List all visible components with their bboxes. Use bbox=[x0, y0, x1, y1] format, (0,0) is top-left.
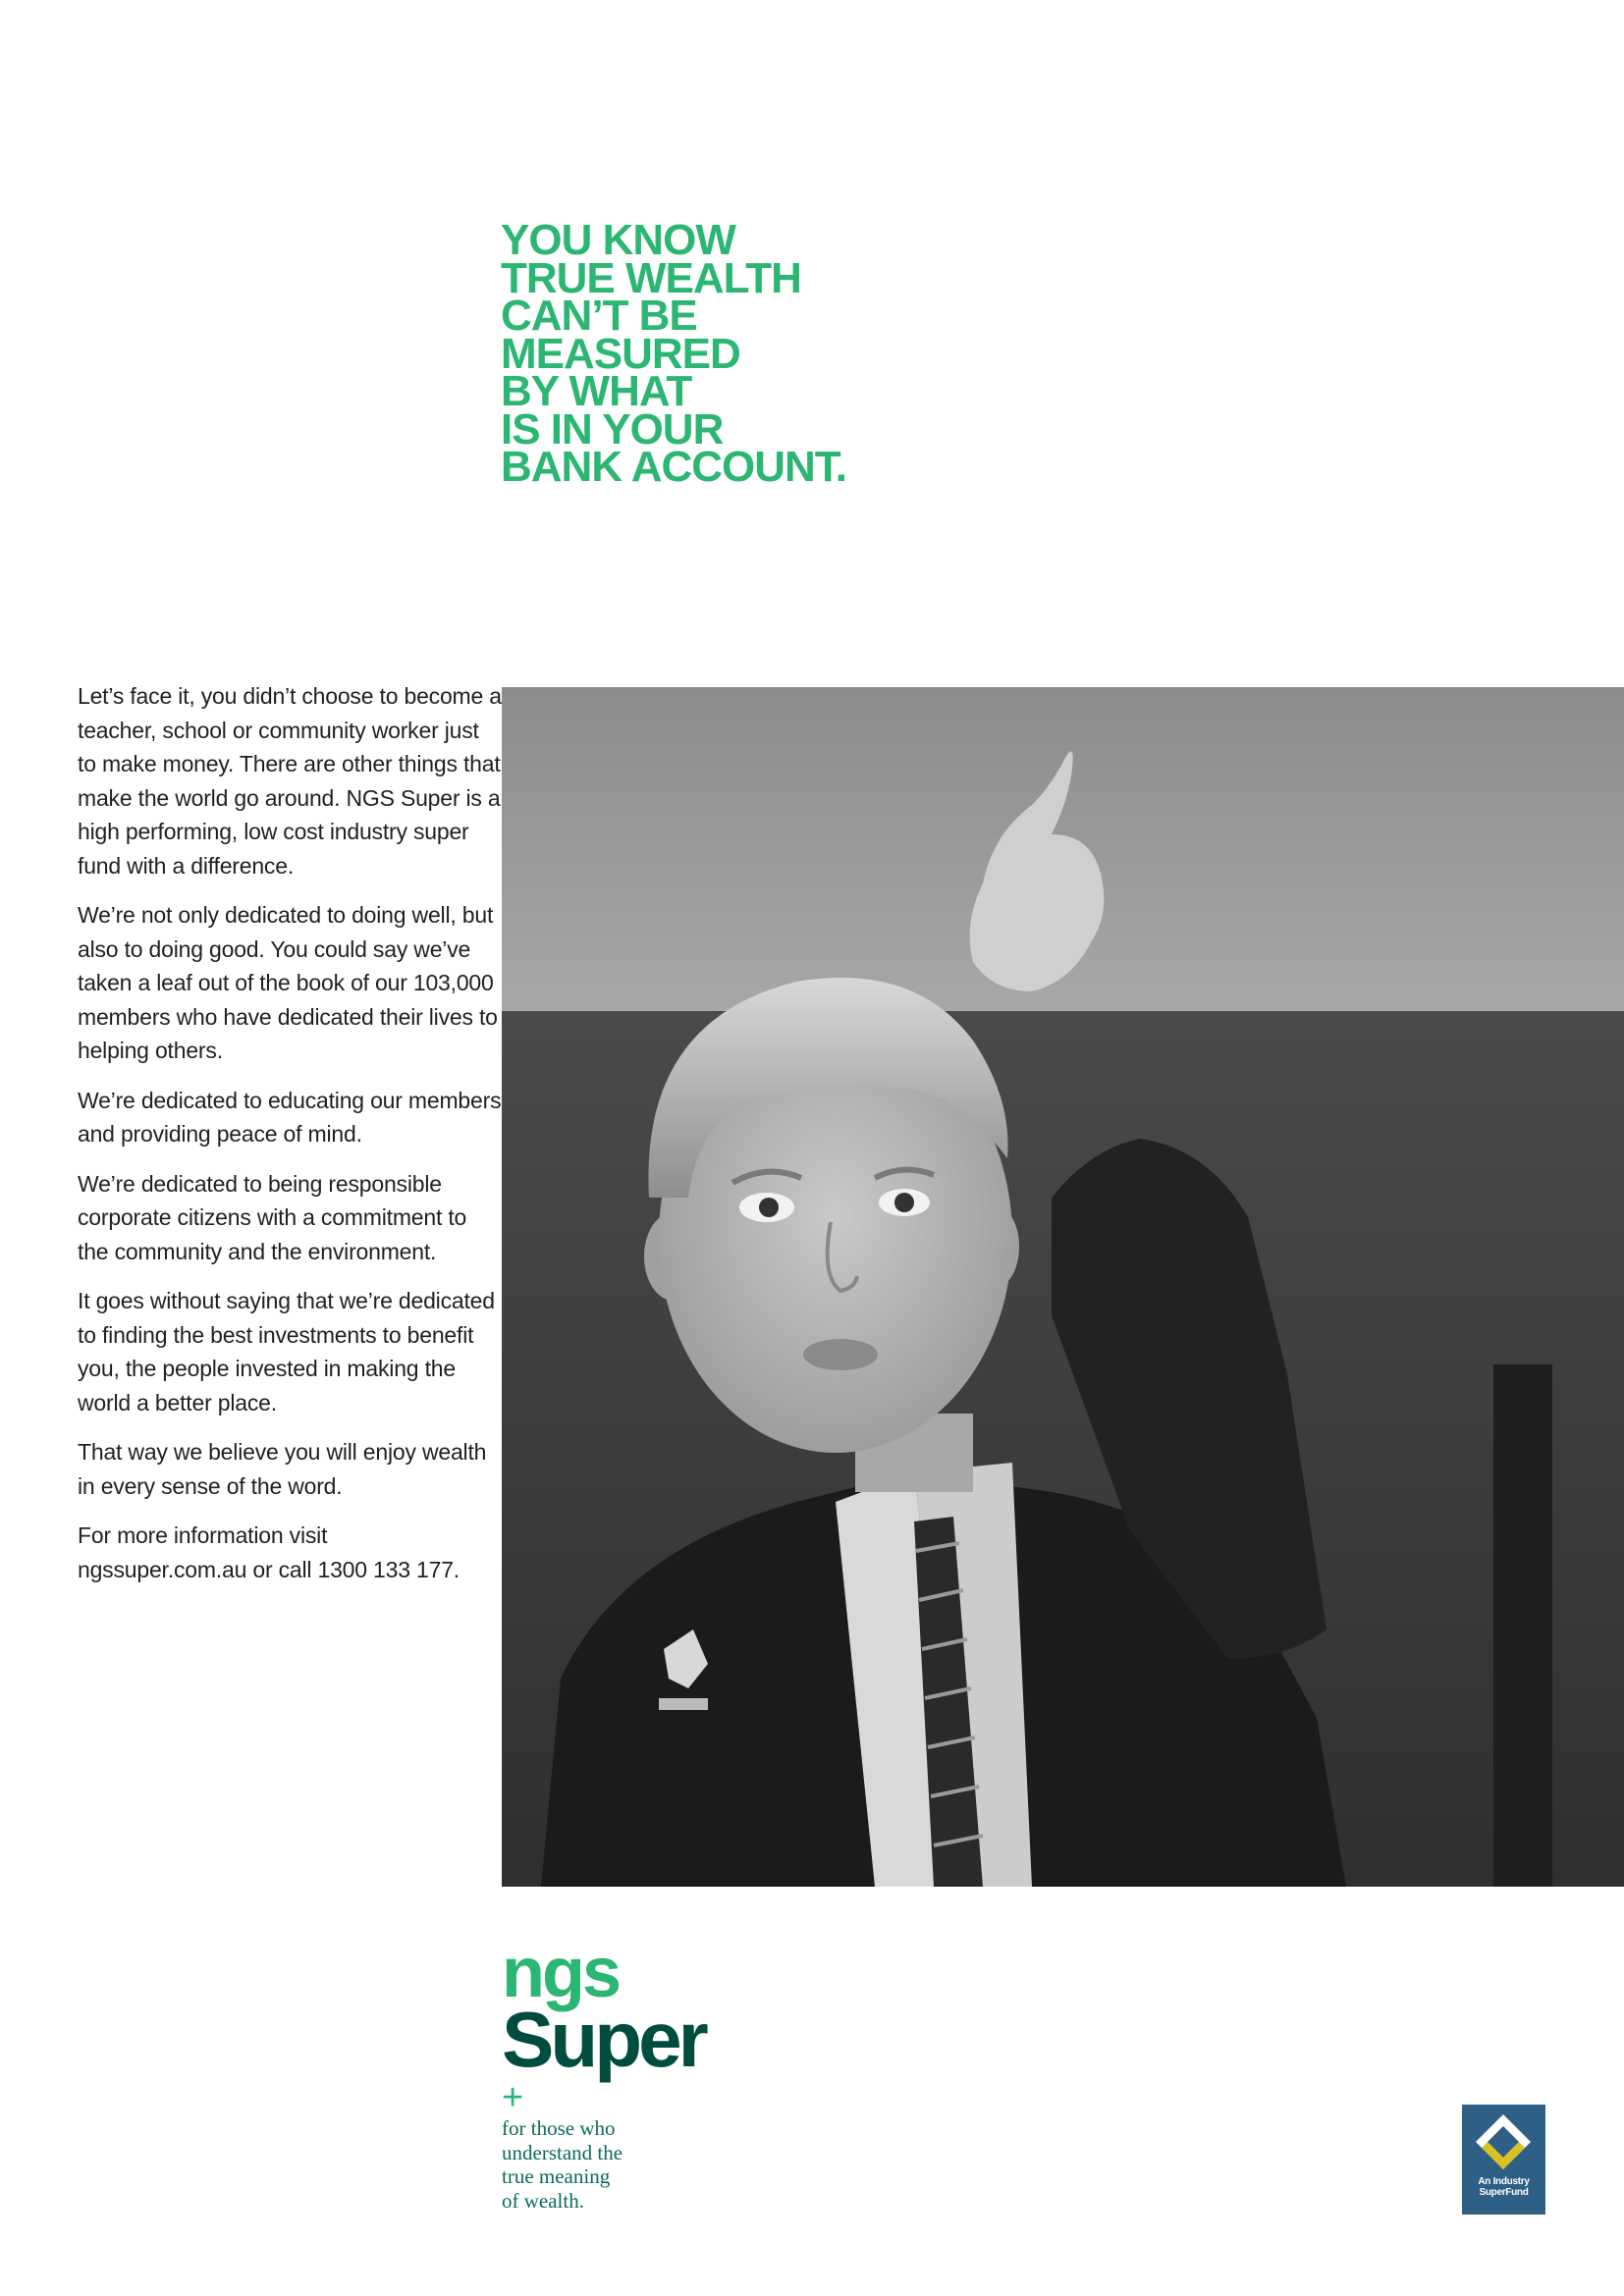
industry-super-fund-icon bbox=[1462, 2105, 1545, 2175]
ngs-super-logo bbox=[502, 1934, 757, 2213]
headline-line: IS IN YOUR bbox=[501, 404, 724, 454]
industry-super-fund-badge bbox=[1462, 2105, 1545, 2215]
tagline-line: true meaning bbox=[502, 2164, 611, 2188]
body-paragraph: Let’s face it, you didn’t choose to become a teacher, school or community worker just to make money. There are other things that make the world go around. NGS Super is a high performing, low cost industry super fund with a difference. bbox=[78, 683, 502, 879]
tagline-line: for those who bbox=[502, 2116, 616, 2140]
logo-super: Super bbox=[502, 1996, 705, 2083]
headline-line: BY WHAT bbox=[501, 367, 692, 415]
headline bbox=[501, 216, 1090, 491]
body-paragraph: We’re dedicated to being responsible corporate citizens with a commitment to the community and the environment. bbox=[78, 1170, 467, 1264]
tagline-line: understand the bbox=[502, 2140, 623, 2164]
body-paragraph: That way we believe you will enjoy wealth in every sense of the word. bbox=[78, 1439, 487, 1499]
body-paragraph: We’re dedicated to educating our members and providing peace of mind. bbox=[78, 1087, 502, 1147]
badge-text bbox=[1462, 2176, 1545, 2198]
photo-boy-raising-hand bbox=[502, 687, 1624, 1887]
headline-line: BANK ACCOUNT. bbox=[501, 443, 847, 491]
logo-ngs: ngs bbox=[502, 1934, 620, 2012]
headline-line: TRUE WEALTH bbox=[501, 253, 801, 302]
body-copy bbox=[78, 679, 502, 1602]
badge-line: SuperFund bbox=[1479, 2187, 1529, 2198]
body-paragraph: For more information visit ngssuper.com.au or call 1300 133 177. bbox=[78, 1522, 460, 1582]
body-paragraph: It goes without saying that we’re dedicated to finding the best investments to benefit you, the people invested in making the world a better place. bbox=[78, 1288, 495, 1415]
headline-line: MEASURED bbox=[501, 329, 740, 378]
plus-icon: + bbox=[502, 2077, 524, 2118]
headline-line: YOU KNOW bbox=[501, 216, 735, 264]
headline-line: CAN’T BE bbox=[501, 292, 697, 340]
body-paragraph: We’re not only dedicated to doing well, but also to doing good. You could say we’ve taken a leaf out of the book of our 103,000 members who have dedicated their lives to helping others. bbox=[78, 902, 498, 1063]
tagline bbox=[502, 2116, 757, 2213]
badge-line: An Industry bbox=[1478, 2176, 1530, 2187]
tagline-line: of wealth. bbox=[502, 2188, 584, 2213]
photo-illustration bbox=[502, 687, 1624, 1887]
